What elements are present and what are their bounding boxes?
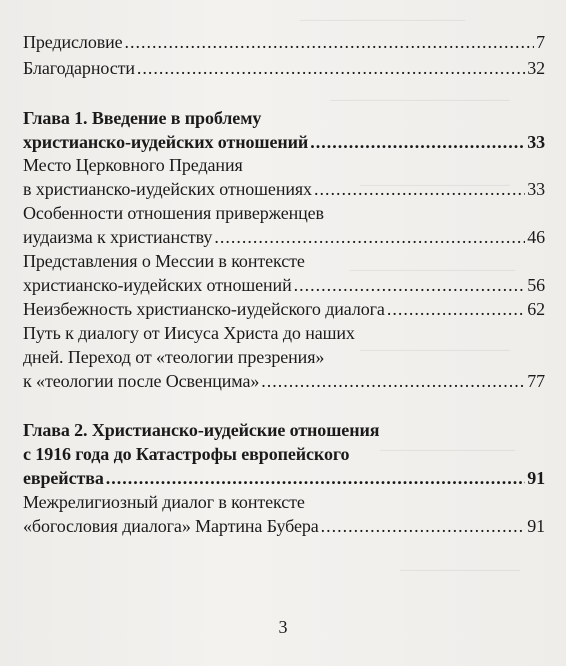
leader-dots <box>387 299 525 320</box>
toc-entry-title: христианско-иудейских отношений <box>23 275 292 295</box>
toc-entry-page: 91 <box>527 516 545 536</box>
toc-entry-page: 91 <box>527 468 545 488</box>
chapter-heading-line: с 1916 года до Катастрофы европейского <box>23 444 350 464</box>
chapter-heading-last-line <box>23 132 545 153</box>
toc-entry-title: Неизбежность христианско-иудейского диалога <box>23 299 385 319</box>
leader-dots <box>321 516 526 537</box>
toc-entry-line: дней. Переход от «теологии презрения» <box>23 347 325 367</box>
toc-entry-line: Представления о Мессии в контексте <box>23 251 305 271</box>
toc-entry-page: 56 <box>527 275 545 295</box>
toc-chapter-1[interactable] <box>23 108 545 153</box>
leader-dots <box>125 32 535 53</box>
leader-dots <box>261 371 525 392</box>
toc-entry-last-line <box>23 275 545 296</box>
leader-dots <box>137 58 525 79</box>
toc-entry-title: Предисловие <box>23 32 123 52</box>
toc-entry-page: 7 <box>536 32 545 52</box>
toc-entry-title: иудаизма к христианству <box>23 227 213 247</box>
toc-entry-last-line <box>23 516 545 537</box>
toc-entry-title: христианско-иудейских отношений <box>23 132 309 152</box>
toc-entry-judaism-attitude[interactable] <box>23 203 545 248</box>
page-number: 3 <box>278 617 288 637</box>
toc-entry-title: «богословия диалога» Мартина Бубера <box>23 516 319 536</box>
toc-entry-page: 46 <box>527 227 545 247</box>
toc-entry-title: в христианско-иудейских отношениях <box>23 179 312 199</box>
toc-entry-line: Особенности отношения приверженцев <box>23 203 324 223</box>
toc-entry-title: к «теологии после Освенцима» <box>23 371 260 391</box>
toc-entry-last-line <box>23 179 545 200</box>
toc-entry-title: Благодарности <box>23 58 135 78</box>
toc-entry-line: Межрелигиозный диалог в контексте <box>23 492 305 512</box>
leader-dots <box>214 227 525 248</box>
toc-entry-page: 32 <box>527 58 545 78</box>
leader-dots <box>106 468 525 489</box>
toc-entry-preface[interactable] <box>23 32 545 53</box>
toc-entry-page: 33 <box>527 179 545 199</box>
toc-entry-last-line <box>23 371 545 392</box>
toc-entry-last-line <box>23 227 545 248</box>
toc-entry-line: Путь к диалогу от Иисуса Христа до наших <box>23 323 355 343</box>
toc-entry-title: еврейства <box>23 468 104 488</box>
table-of-contents <box>23 30 545 537</box>
toc-entry-page: 77 <box>527 371 545 391</box>
toc-entry-page: 62 <box>527 299 545 319</box>
toc-entry-path-to-dialogue[interactable] <box>23 323 545 392</box>
toc-entry-buber[interactable] <box>23 492 545 537</box>
leader-dots <box>310 132 525 153</box>
toc-entry-dialogue-inevitability[interactable] <box>23 299 545 320</box>
toc-entry-tradition[interactable] <box>23 155 545 200</box>
toc-entry-line: Место Церковного Предания <box>23 155 243 175</box>
leader-dots <box>314 179 525 200</box>
leader-dots <box>294 275 526 296</box>
chapter-heading-last-line <box>23 468 545 489</box>
toc-entry-page: 33 <box>527 132 545 152</box>
chapter-heading-line: Глава 2. Христианско-иудейские отношения <box>23 420 380 440</box>
chapter-heading-line: Глава 1. Введение в проблему <box>23 108 262 128</box>
toc-entry-messiah[interactable] <box>23 251 545 296</box>
toc-entry-thanks[interactable] <box>23 58 545 79</box>
toc-chapter-2[interactable] <box>23 420 545 489</box>
